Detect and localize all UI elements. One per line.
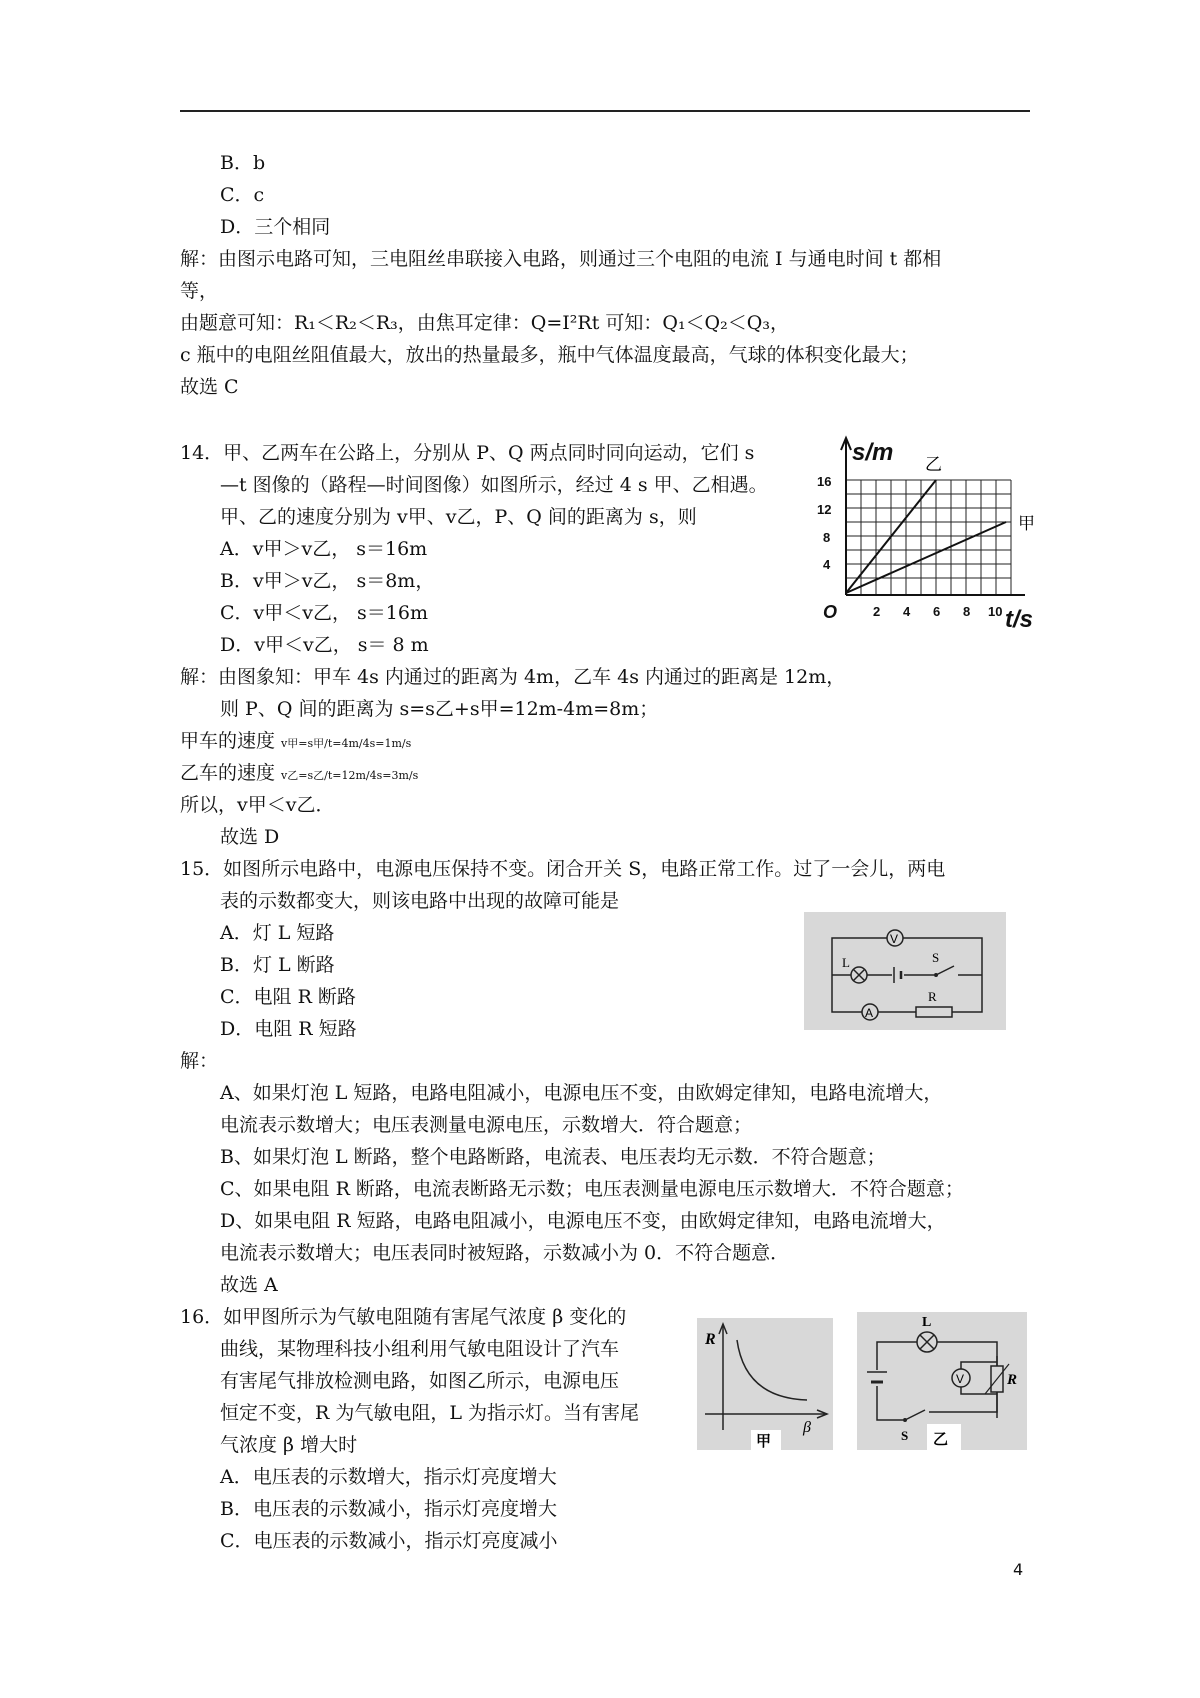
q16-stem-line-2: 曲线，某物理科技小组利用气敏电阻设计了汽车: [220, 1338, 620, 1360]
q16-resistor-label: R: [1007, 1372, 1018, 1388]
q15-solution-line-2: 电流表示数增大；电压表测量电源电压，示数增大．符合题意；: [220, 1114, 753, 1136]
q14-speed-a-label: 甲车的速度: [180, 730, 282, 752]
q15-solution-line-3: B、如果灯泡 L 断路，整个电路断路，电流表、电压表均无示数．不符合题意；: [220, 1146, 886, 1168]
q15-resistor-label: R: [928, 989, 937, 1004]
q14-x-tick-8: 8: [963, 604, 971, 619]
q15-solution-line-5: D、如果电阻 R 短路，电路电阻减小，电源电压不变，由欧姆定律知，电路电流增大，: [220, 1210, 946, 1232]
q16-stem-line-5: 气浓度 β 增大时: [220, 1434, 358, 1456]
q13-solution-line-1: 解：由图示电路可知，三电阻丝串联接入电路，则通过三个电阻的电流 I 与通电时间 t 都相: [180, 248, 942, 270]
q14-option-d: D．v甲＜v乙， s＝ 8 m: [220, 634, 429, 656]
q16-gas-resistor: [985, 1364, 1009, 1394]
q13-option-c: C．c: [220, 184, 265, 206]
q16-circuit-left-wire: [877, 1386, 903, 1420]
q14-stem-line-3: 甲、乙的速度分别为 v甲、v乙，P、Q 间的距离为 s，则: [220, 506, 697, 528]
q14-stem-line-2: —t 图像的（路程—时间图像）如图所示，经过 4 s 甲、乙相遇。: [220, 474, 768, 496]
q13-option-d: D．三个相同: [220, 216, 331, 238]
q15-battery: [892, 966, 904, 984]
q14-x-tick-4: 4: [903, 604, 911, 619]
q14-x-label: t/s: [1005, 606, 1034, 633]
q14-solution-line-6: 故选 D: [220, 826, 280, 848]
q14-y-label: s/m: [852, 439, 894, 466]
q16-lamp: [917, 1332, 937, 1352]
svg-text:A: A: [865, 1006, 874, 1020]
q15-lamp: [851, 967, 867, 983]
q13-solution-line-2: 等，: [180, 280, 219, 302]
q16-switch: [903, 1410, 925, 1422]
q15-option-a: A．灯 L 短路: [220, 922, 335, 944]
q16-fig-caption-jia: 甲: [756, 1432, 772, 1450]
q15-switch: [934, 966, 958, 978]
q14-stem-line-1: 14．甲、乙两车在公路上，分别从 P、Q 两点同时同向运动，它们 s: [180, 442, 755, 464]
q16-switch-label: S: [901, 1428, 909, 1443]
q13-solution-line-4: c 瓶中的电阻丝阻值最大，放出的热量最多，瓶中气体温度最高，气球的体积变化最大；: [180, 344, 919, 366]
q14-x-tick-2: 2: [873, 604, 881, 619]
q16-circuit-top-wire: [877, 1342, 997, 1388]
q15-stem-line-1: 15．如图所示电路中，电源电压保持不变。闭合开关 S，电路正常工作。过了一会儿，两电: [180, 858, 946, 880]
q14-speed-a-formula: v甲=s甲/t=4m/4s=1m/s: [281, 737, 412, 750]
q15-resistor: [916, 1007, 952, 1017]
q16-curve-x-label: β: [803, 1419, 811, 1436]
q14-solution-line-4: [180, 760, 418, 789]
q16-curve-y-label: R: [705, 1331, 716, 1348]
q15-solution-line-4: C、如果电阻 R 断路，电流表断路无示数；电压表测量电源电压示数增大．不符合题意；: [220, 1178, 964, 1200]
q14-solution-line-1: 解：由图象知：甲车 4s 内通过的距离为 4m，乙车 4s 内通过的距离是 12m，: [180, 666, 846, 688]
q14-option-b: B．v甲＞v乙， s＝8m，: [220, 570, 435, 592]
q13-solution-line-5: 故选 C: [180, 376, 239, 398]
q14-solution-line-5: 所以，v甲＜v乙．: [180, 794, 335, 816]
svg-text:V: V: [956, 1372, 965, 1386]
q16-detection-circuit: [857, 1312, 1027, 1450]
q14-y-tick-8: 8: [823, 530, 831, 545]
header-rule: [180, 110, 1030, 112]
q16-stem-line-1: 16．如甲图所示为气敏电阻随有害尾气浓度 β 变化的: [180, 1306, 627, 1328]
q15-circuit-diagram: [804, 912, 1006, 1030]
q14-line-jia: [846, 522, 1006, 593]
q15-ammeter: [862, 1004, 878, 1020]
q14-y-tick-4: 4: [823, 557, 831, 572]
q14-solution-line-3: [180, 728, 411, 757]
q14-speed-b-label: 乙车的速度: [180, 762, 282, 784]
q14-series-label-jia: 甲: [1018, 514, 1035, 534]
q14-st-graph: [817, 430, 1055, 633]
q16-option-c: C．电压表的示数减小，指示灯亮度减小: [220, 1530, 558, 1552]
q16-resistance-curve-line: [737, 1340, 807, 1400]
q14-series-label-yi: 乙: [925, 455, 942, 475]
q16-resistance-curve: [697, 1318, 833, 1450]
q14-y-tick-12: 12: [817, 502, 832, 517]
q16-lamp-label: L: [922, 1315, 932, 1330]
q15-solution-heading: 解：: [180, 1050, 219, 1072]
q15-solution-line-7: 故选 A: [220, 1274, 278, 1296]
svg-text:V: V: [890, 932, 899, 946]
q15-voltmeter: [887, 930, 903, 946]
q14-solution-line-2: 则 P、Q 间的距离为 s=s乙+s甲=12m-4m=8m；: [220, 698, 659, 720]
q14-y-tick-16: 16: [817, 474, 832, 489]
q16-stem-line-4: 恒定不变，R 为气敏电阻，L 为指示灯。当有害尾: [220, 1402, 640, 1424]
q13-option-b: B．b: [220, 152, 266, 174]
q13-solution-line-3: 由题意可知：R₁＜R₂＜R₃，由焦耳定律：Q=I²Rt 可知：Q₁＜Q₂＜Q₃，: [180, 312, 789, 334]
q15-option-b: B．灯 L 断路: [220, 954, 335, 976]
q16-stem-line-3: 有害尾气排放检测电路，如图乙所示，电源电压: [220, 1370, 620, 1392]
q15-switch-label: S: [932, 950, 940, 965]
q15-stem-line-2: 表的示数都变大，则该电路中出现的故障可能是: [220, 890, 620, 912]
q14-speed-b-formula: v乙=s乙/t=12m/4s=3m/s: [281, 769, 419, 782]
q15-solution-line-1: A、如果灯泡 L 短路，电路电阻减小，电源电压不变，由欧姆定律知，电路电流增大，: [220, 1082, 943, 1104]
q15-solution-line-6: 电流表示数增大；电压表同时被短路，示数减小为 0．不符合题意．: [220, 1242, 790, 1264]
q15-lamp-label: L: [842, 955, 850, 970]
q16-battery: [867, 1372, 887, 1382]
q16-option-a: A．电压表的示数增大，指示灯亮度增大: [220, 1466, 557, 1488]
q14-option-c: C．v甲＜v乙， s＝16m: [220, 602, 428, 624]
q14-option-a: A．v甲＞v乙， s＝16m: [220, 538, 428, 560]
q15-option-d: D．电阻 R 短路: [220, 1018, 357, 1040]
q16-fig-caption-yi: 乙: [933, 1430, 949, 1448]
q16-voltmeter: [952, 1369, 970, 1387]
q14-x-tick-10: 10: [988, 604, 1003, 619]
q14-graph-grid: [846, 480, 1011, 595]
q14-x-tick-6: 6: [933, 604, 941, 619]
page-number: 4: [1013, 1560, 1024, 1579]
q16-option-b: B．电压表的示数减小，指示灯亮度增大: [220, 1498, 557, 1520]
q14-origin-label: O: [823, 602, 838, 622]
q15-option-c: C．电阻 R 断路: [220, 986, 356, 1008]
